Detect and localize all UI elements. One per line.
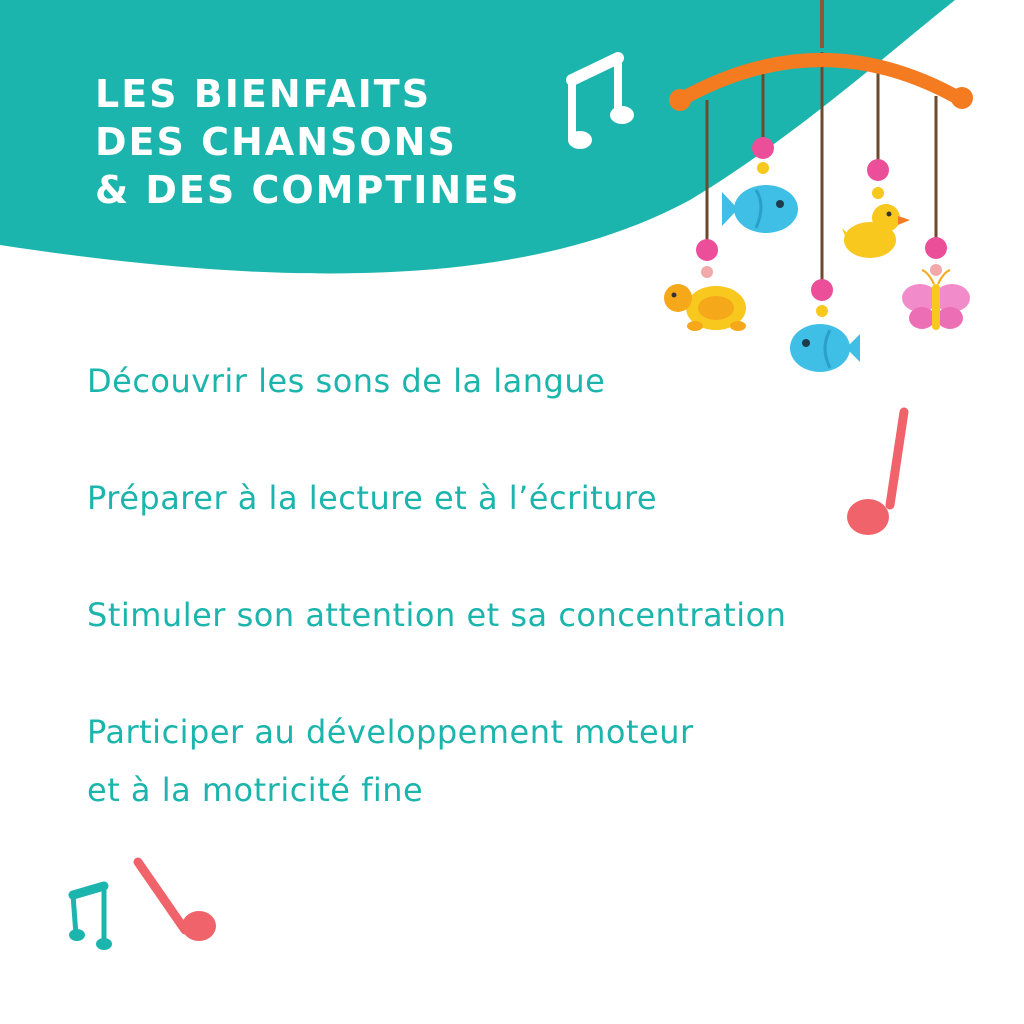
eighth-note-icon: [138, 862, 216, 941]
fish-icon: [722, 185, 798, 233]
eighth-note-icon: [847, 412, 904, 535]
benefit-text: et à la motricité fine: [87, 771, 424, 809]
benefit-item: [87, 352, 605, 410]
title-line: LES BIENFAITS: [95, 72, 432, 116]
beamed-note-icon: [69, 886, 112, 950]
title-line: & DES COMPTINES: [95, 168, 521, 212]
benefit-item: [87, 586, 786, 644]
benefit-text: Participer au développement moteur: [87, 713, 694, 751]
fish-icon: [790, 324, 860, 372]
turtle-icon: [664, 284, 746, 331]
benefit-text: Préparer à la lecture et à l’écriture: [87, 479, 658, 517]
title-line: DES CHANSONS: [95, 120, 457, 164]
benefit-item: [87, 469, 657, 527]
benefit-text: Stimuler son attention et sa concentration: [87, 596, 787, 634]
page-title: [95, 70, 521, 214]
duck-icon: [842, 204, 910, 258]
benefit-item: [87, 703, 694, 819]
butterfly-icon: [902, 270, 970, 330]
benefit-text: Découvrir les sons de la langue: [87, 362, 606, 400]
